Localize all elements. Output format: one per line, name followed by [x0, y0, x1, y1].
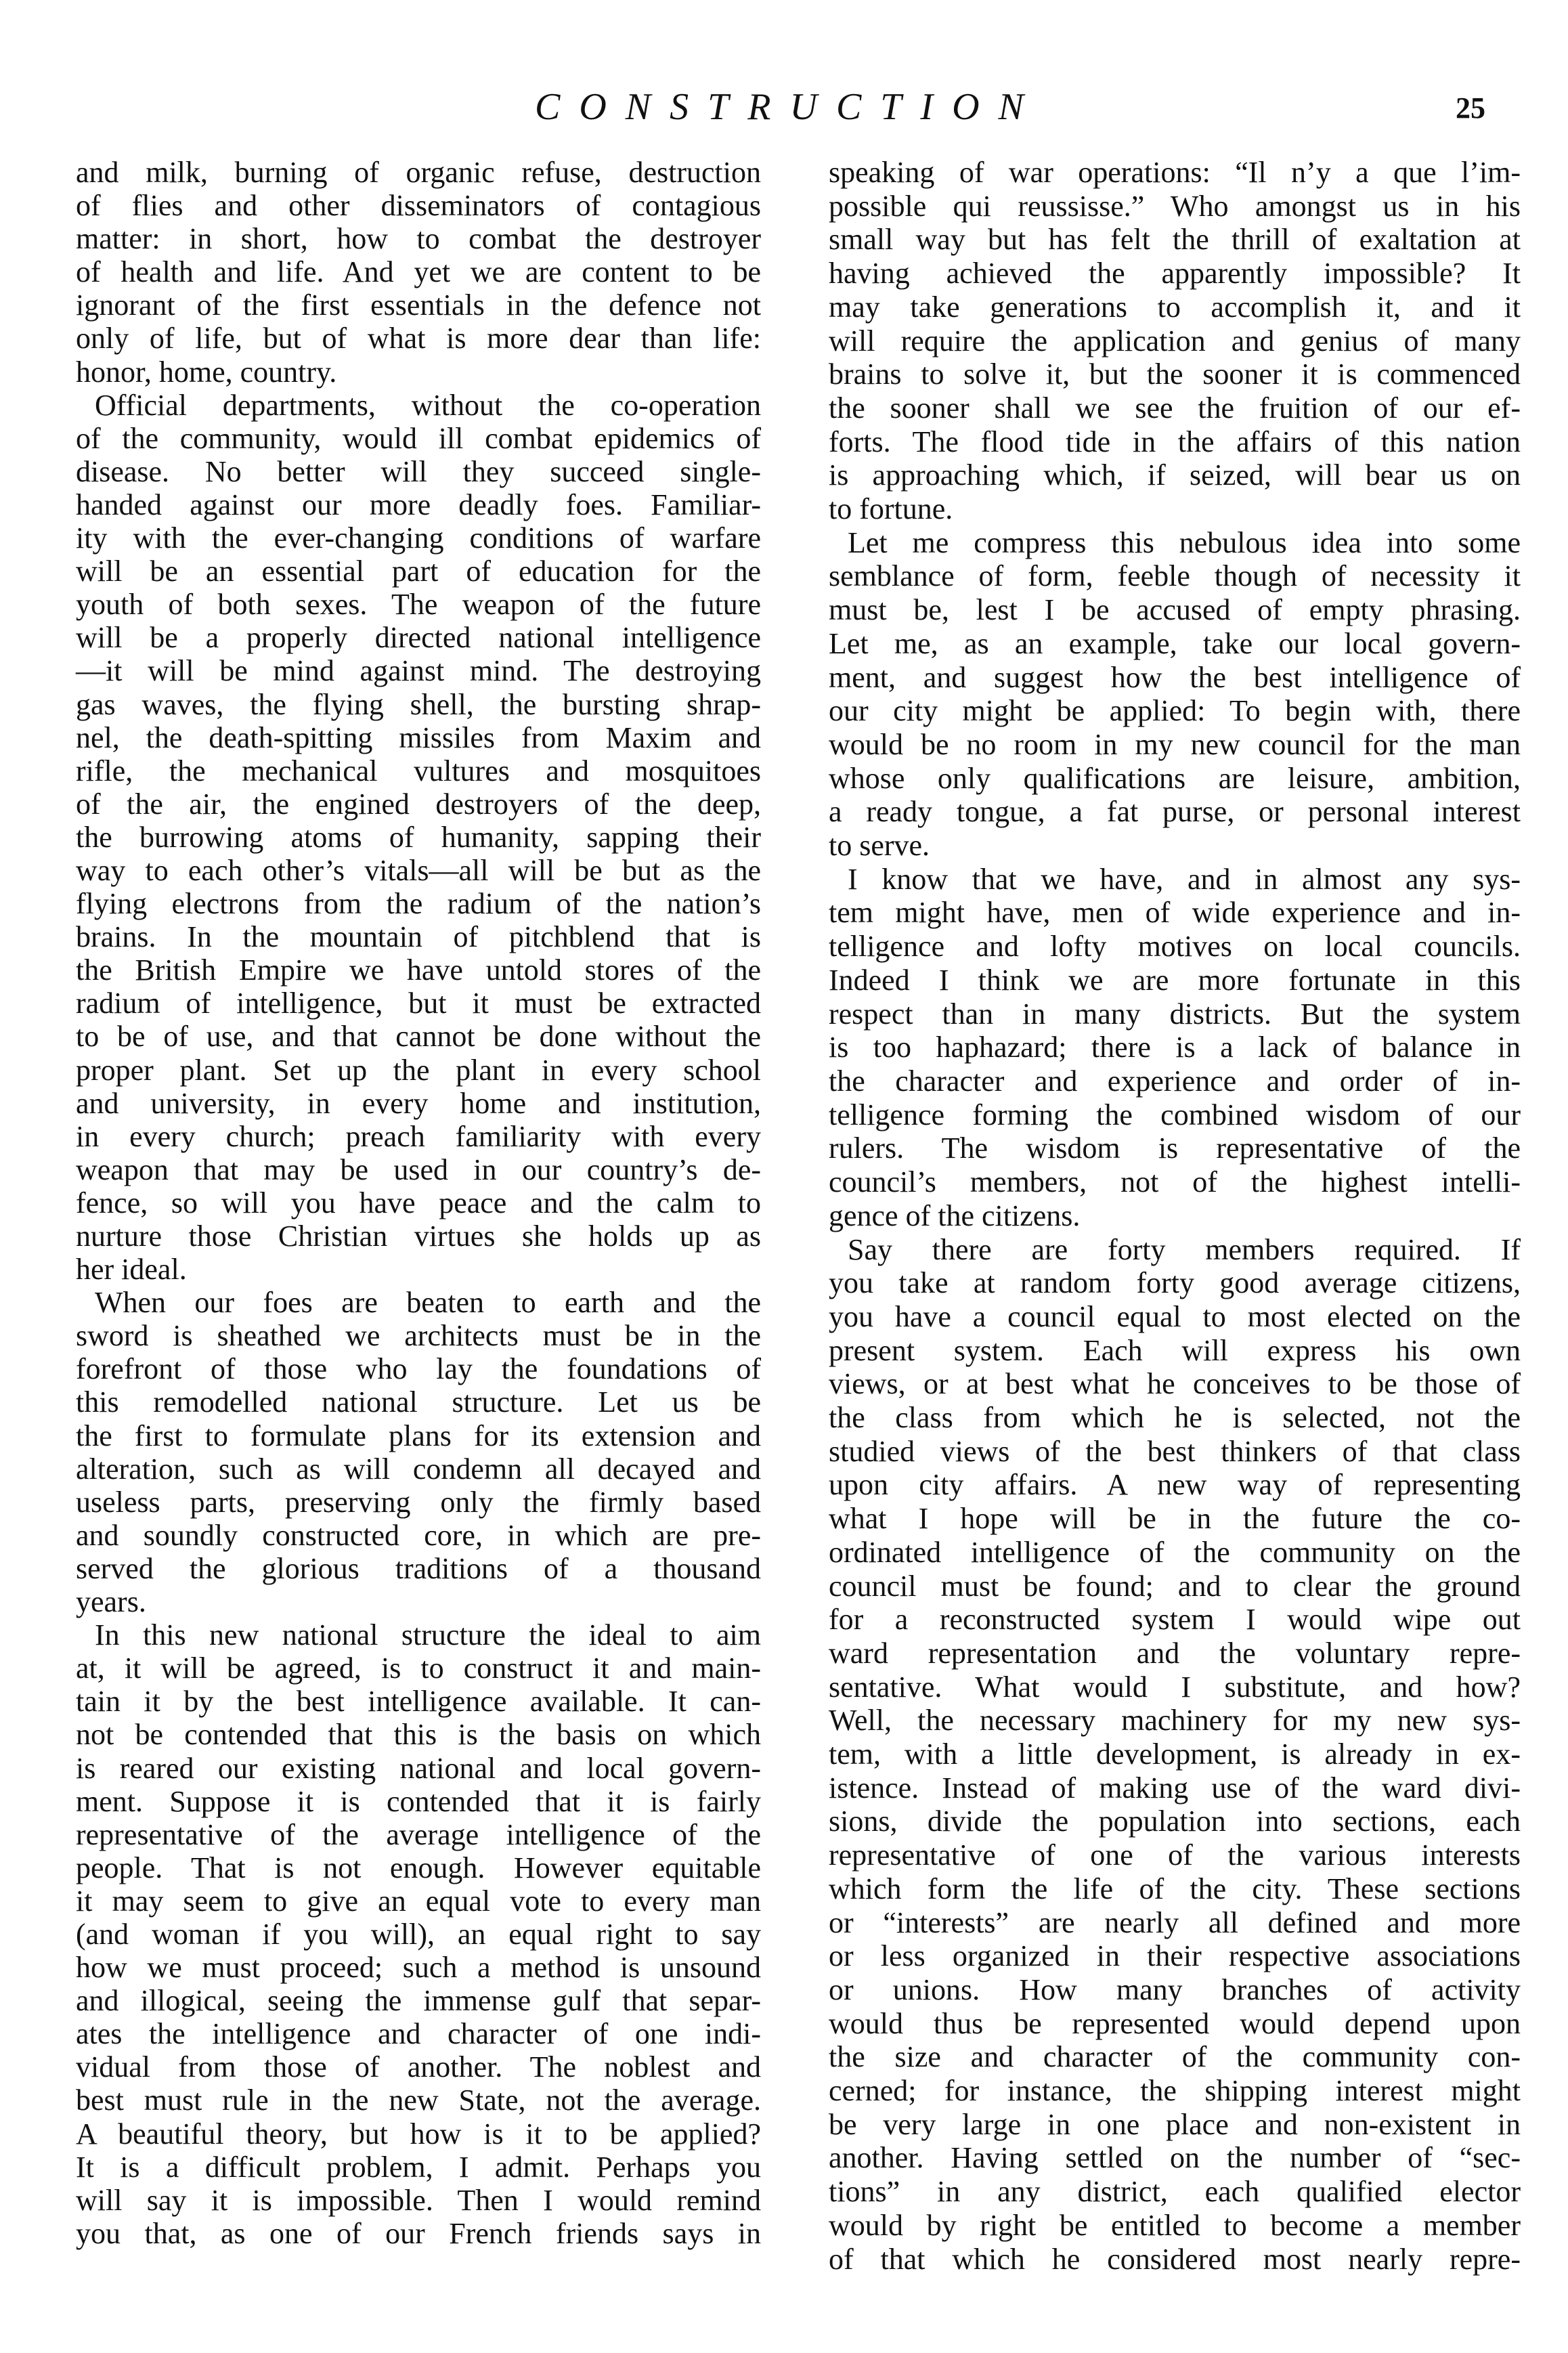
text-line: nurture those Christian virtues she holds up as — [76, 1219, 761, 1253]
text-line: whose only qualifications are leisure, ambition, — [829, 761, 1521, 795]
text-line: youth of both sexes. The weapon of the future — [76, 588, 761, 622]
text-line: and milk, burning of organic refuse, destruction — [76, 156, 761, 189]
text-line: —it will be mind against mind. The destroying — [76, 654, 761, 688]
text-column-left — [76, 156, 761, 2250]
text-line: gence of the citizens. — [829, 1199, 1081, 1232]
text-line: telligence and lofty motives on local councils. — [829, 930, 1521, 964]
text-line: to serve. — [829, 829, 930, 863]
paragraph — [76, 156, 761, 389]
text-line: cerned; for instance, the shipping interest might — [829, 2074, 1521, 2108]
text-line: or less organized in their respective associations — [829, 1939, 1521, 1973]
text-line: council must be found; and to clear the ground — [829, 1569, 1521, 1603]
text-line: may take generations to accomplish it, and it — [829, 290, 1521, 324]
text-line: must be, lest I be accused of empty phrasing. — [829, 593, 1521, 627]
text-line: handed against our more deadly foes. Familiar- — [76, 488, 761, 521]
paragraph — [829, 863, 1521, 1233]
paragraph — [76, 1286, 761, 1618]
text-line: nel, the death-spitting missiles from Maxim and — [76, 720, 761, 754]
text-line: is reared our existing national and local govern- — [76, 1751, 761, 1785]
running-header-title: CONSTRUCTION — [535, 86, 1043, 128]
text-line: and university, in every home and institution, — [76, 1086, 761, 1120]
text-line: and illogical, seeing the immense gulf that separ- — [76, 1984, 761, 2018]
text-line: Say there are forty members required. If — [848, 1232, 1521, 1266]
text-line: In this new national structure the ideal to aim — [95, 1618, 761, 1652]
text-line: upon city affairs. A new way of representing — [829, 1468, 1521, 1502]
text-line: possible qui reussisse.” Who amongst us in his — [829, 189, 1521, 223]
text-line: would thus be represented would depend upon — [829, 2006, 1521, 2040]
text-line: the first to formulate plans for its extension and — [76, 1419, 761, 1452]
text-line: is approaching which, if seized, will bear us on — [829, 458, 1521, 492]
text-line: will require the application and genius of many — [829, 324, 1521, 358]
text-line: tain it by the best intelligence available. It can- — [76, 1685, 761, 1719]
text-line: istence. Instead of making use of the ward divi- — [829, 1771, 1521, 1805]
text-line: people. That is not enough. However equitable — [76, 1851, 761, 1884]
text-line: to fortune. — [829, 492, 953, 526]
text-line: Well, the necessary machinery for my new sys- — [829, 1704, 1521, 1737]
text-line: of the air, the engined destroyers of the deep, — [76, 787, 761, 821]
text-line: years. — [76, 1585, 146, 1619]
text-line: ment. Suppose it is contended that it is fairly — [76, 1784, 761, 1818]
text-line: at, it will be agreed, is to construct it and main- — [76, 1652, 761, 1685]
paragraph — [829, 1233, 1521, 2276]
text-line: representative of the average intelligence of the — [76, 1817, 761, 1851]
text-line: ward representation and the voluntary repre- — [829, 1636, 1521, 1670]
text-line: for a reconstructed system I would wipe out — [829, 1603, 1521, 1637]
text-line: studied views of the best thinkers of that class — [829, 1434, 1521, 1468]
text-line: small way but has felt the thrill of exaltation at — [829, 223, 1521, 257]
text-line: semblance of form, feeble though of necessity it — [829, 559, 1521, 593]
text-line: useless parts, preserving only the firmly based — [76, 1485, 761, 1519]
text-line: brains. In the mountain of pitchblend that is — [76, 920, 761, 954]
paragraph — [76, 1618, 761, 2250]
text-line: respect than in many districts. But the system — [829, 997, 1521, 1031]
text-line: sword is sheathed we architects must be in the — [76, 1319, 761, 1353]
text-line: rulers. The wisdom is representative of the — [829, 1131, 1521, 1165]
paragraph — [829, 156, 1521, 526]
text-line: will be a properly directed national intelligence — [76, 621, 761, 655]
text-line: tem might have, men of wide experience and in- — [829, 896, 1521, 930]
text-line: ates the intelligence and character of one indi- — [76, 2017, 761, 2051]
text-line: Indeed I think we are more fortunate in this — [829, 963, 1521, 997]
text-line: what I hope will be in the future the co- — [829, 1502, 1521, 1536]
text-line: another. Having settled on the number of “sec- — [829, 2141, 1521, 2175]
text-line: ment, and suggest how the best intelligence of — [829, 660, 1521, 694]
text-line: sions, divide the population into sections, each — [829, 1805, 1521, 1838]
text-column-right — [829, 156, 1521, 2276]
text-line: sentative. What would I substitute, and how? — [829, 1670, 1521, 1704]
text-line: or “interests” are nearly all defined and more — [829, 1905, 1521, 1939]
text-line: ity with the ever-changing conditions of warfare — [76, 521, 761, 555]
text-line: and soundly constructed core, in which are pre- — [76, 1518, 761, 1552]
text-line: our city might be applied: To begin with, there — [829, 694, 1521, 728]
text-line: the class from which he is selected, not the — [829, 1401, 1521, 1435]
text-line: of the community, would ill combat epidemics of — [76, 421, 761, 455]
text-line: of flies and other disseminators of contagious — [76, 189, 761, 223]
text-line: forefront of those who lay the foundations of — [76, 1352, 761, 1386]
text-line: how we must proceed; such a method is unsound — [76, 1951, 761, 1985]
text-line: you that, as one of our French friends says in — [76, 2216, 761, 2250]
text-line: in every church; preach familiarity with every — [76, 1119, 761, 1153]
text-line: only of life, but of what is more dear than life: — [76, 322, 761, 355]
text-line: A beautiful theory, but how is it to be applied? — [76, 2117, 761, 2151]
text-line: would be no room in my new council for the man — [829, 727, 1521, 761]
text-line: vidual from those of another. The noblest and — [76, 2050, 761, 2084]
text-line: would by right be entitled to become a member — [829, 2208, 1521, 2242]
text-line: best must rule in the new State, not the average. — [76, 2084, 761, 2117]
text-line: the burrowing atoms of humanity, sapping their — [76, 820, 761, 854]
text-line: of that which he considered most nearly repre- — [829, 2242, 1521, 2276]
text-line: you have a council equal to most elected on the — [829, 1299, 1521, 1333]
text-line: to be of use, and that cannot be done without the — [76, 1020, 761, 1054]
text-line: brains to solve it, but the sooner it is commenced — [829, 358, 1521, 391]
text-line: weapon that may be used in our country’s de- — [76, 1152, 761, 1186]
text-line: will be an essential part of education for the — [76, 555, 761, 588]
text-line: speaking of war operations: “Il n’y a que l’im- — [829, 156, 1521, 189]
text-line: (and woman if you will), an equal right to say — [76, 1917, 761, 1951]
text-line: views, or at best what he conceives to be those of — [829, 1367, 1521, 1401]
text-line: Official departments, without the co-operation — [95, 388, 761, 422]
text-line: the character and experience and order of in- — [829, 1064, 1521, 1098]
text-line: gas waves, the flying shell, the bursting shrap- — [76, 687, 761, 721]
text-line: I know that we have, and in almost any sys- — [848, 862, 1521, 896]
text-line: way to each other’s vitals—all will be but as the — [76, 853, 761, 887]
text-line: telligence forming the combined wisdom of our — [829, 1098, 1521, 1131]
text-line: ignorant of the first essentials in the defence not — [76, 288, 761, 322]
text-line: fence, so will you have peace and the calm to — [76, 1186, 761, 1219]
text-line: It is a difficult problem, I admit. Perhaps you — [76, 2150, 761, 2184]
paragraph — [829, 526, 1521, 863]
page-number: 25 — [1456, 91, 1485, 125]
text-line: you take at random forty good average citizens, — [829, 1266, 1521, 1300]
text-line: a ready tongue, a fat purse, or personal interest — [829, 795, 1521, 829]
text-line: or unions. How many branches of activity — [829, 1972, 1521, 2006]
text-line: of health and life. And yet we are content to be — [76, 255, 761, 289]
text-line: council’s members, not of the highest intelli- — [829, 1165, 1521, 1199]
text-line: When our foes are beaten to earth and the — [95, 1286, 761, 1320]
text-line: forts. The flood tide in the affairs of this nation — [829, 425, 1521, 458]
text-line: rifle, the mechanical vultures and mosquitoes — [76, 754, 761, 787]
text-line: the British Empire we have untold stores of the — [76, 953, 761, 987]
text-line: the sooner shall we see the fruition of our ef- — [829, 391, 1521, 425]
text-line: having achieved the apparently impossible? It — [829, 257, 1521, 290]
text-line: it may seem to give an equal vote to every man — [76, 1884, 761, 1918]
text-line: will say it is impossible. Then I would remind — [76, 2183, 761, 2217]
text-line: tem, with a little development, is already in ex- — [829, 1737, 1521, 1771]
text-line: representative of one of the various interests — [829, 1838, 1521, 1872]
text-line: this remodelled national structure. Let us be — [76, 1385, 761, 1419]
text-line: which form the life of the city. These sections — [829, 1872, 1521, 1905]
text-line: radium of intelligence, but it must be extracted — [76, 987, 761, 1020]
text-line: Let me compress this nebulous idea into some — [848, 525, 1521, 559]
paragraph — [76, 389, 761, 1287]
text-line: proper plant. Set up the plant in every school — [76, 1053, 761, 1087]
text-line: served the glorious traditions of a thousand — [76, 1551, 761, 1585]
text-line: is too haphazard; there is a lack of balance in — [829, 1031, 1521, 1064]
text-line: her ideal. — [76, 1253, 187, 1287]
text-line: ordinated intelligence of the community on the — [829, 1535, 1521, 1569]
text-line: present system. Each will express his own — [829, 1333, 1521, 1367]
text-line: matter: in short, how to combat the destroyer — [76, 222, 761, 256]
text-line: disease. No better will they succeed single- — [76, 454, 761, 488]
text-line: honor, home, country. — [76, 355, 337, 389]
text-line: the size and character of the community con- — [829, 2040, 1521, 2074]
text-line: tions” in any district, each qualified elector — [829, 2175, 1521, 2209]
text-line: Let me, as an example, take our local govern- — [829, 626, 1521, 660]
text-line: be very large in one place and non-existent in — [829, 2107, 1521, 2141]
text-line: flying electrons from the radium of the nation’s — [76, 887, 761, 921]
text-line: not be contended that this is the basis on which — [76, 1718, 761, 1752]
text-line: alteration, such as will condemn all decayed and — [76, 1452, 761, 1486]
